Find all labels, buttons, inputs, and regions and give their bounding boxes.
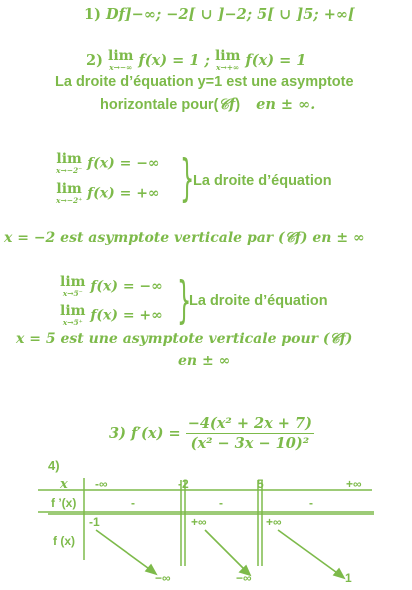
limit-expression: f(x) = 1 ; [138,51,210,69]
row-label-f: f (x) [53,534,75,548]
f-value-top: +∞ [266,515,282,529]
lim-subscript: x→5⁻ [62,289,83,298]
vertical-asymptote-conclusion: x = 5 est une asymptote verticale pour (𝒞f) [16,331,353,347]
lim-subscript: x→−2⁺ [56,196,83,205]
x-value: 5 [257,477,264,491]
limit-expression: f(x) = 1 [245,51,307,69]
derivative-sign: - [309,496,313,510]
decrease-arrow [96,530,152,571]
vertical-asymptote-conclusion-end: en ± ∞ [178,353,231,369]
f-value-top: +∞ [191,515,207,529]
lim-word: lim [56,151,82,167]
limit-expression: f(x) = +∞ [87,185,160,202]
row-label-derivative: f ’(x) [51,496,77,510]
row-label-x: x [60,477,68,492]
arrow-head-icon [334,569,344,578]
derivative-numerator: −4(x² + 2x + 7) [187,415,312,432]
f-value-bottom: −∞ [155,571,171,585]
decrease-arrow [205,530,246,571]
f-value-bottom: −∞ [236,571,252,585]
curve-symbol: 𝒞f [218,96,236,113]
x-value: -∞ [95,477,108,491]
x-value: -2 [178,477,189,491]
x-value: +∞ [346,477,362,491]
lim-subscript: x→5⁺ [62,318,83,327]
f-value-bottom: 1 [345,571,352,585]
lim-word: lim [108,48,134,64]
lim-word: lim [56,181,82,197]
brace-icon: } [180,149,195,207]
derivative-label: 3) f′(x) = [109,425,181,442]
en-infinity-text: en ± ∞. [256,96,316,113]
lim-subscript: x→−2⁻ [56,166,83,175]
asymptote-horizontal-line1: La droite d’équation y=1 est une asymptote [55,74,354,90]
lim-word: lim [60,303,86,319]
question-1-label: 1) [84,6,106,23]
vertical-asymptote-conclusion: x = −2 est asymptote verticale par (𝒞f) en ± ∞ [4,230,365,246]
limit-expression: f(x) = −∞ [87,155,160,172]
f-value-top: -1 [89,515,100,529]
lim-word: lim [60,274,86,290]
horizontal-pour-text: horizontale pour( [100,97,219,113]
vertical-asymptote-label: La droite d’équation [189,293,328,309]
derivative-sign: - [131,496,135,510]
domain-text: Df]−∞; −2[ ∪ ]−2; 5[ ∪ ]5; +∞[ [106,6,355,23]
lim-subscript: x→+∞ [216,63,240,72]
closing-paren: ) [235,97,241,113]
limit-expression: f(x) = −∞ [90,278,163,295]
derivative-denominator: (x² − 3x − 10)² [190,435,310,452]
lim-subscript: x→−∞ [109,63,133,72]
derivative-sign: - [219,496,223,510]
vertical-asymptote-label: La droite d’équation [193,173,332,189]
limit-expression: f(x) = +∞ [90,307,163,324]
decrease-arrow [278,530,340,575]
question-4-label: 4) [48,458,60,473]
brace-icon: } [177,271,192,329]
lim-word: lim [214,48,241,64]
question-2-label: 2) [86,51,103,69]
